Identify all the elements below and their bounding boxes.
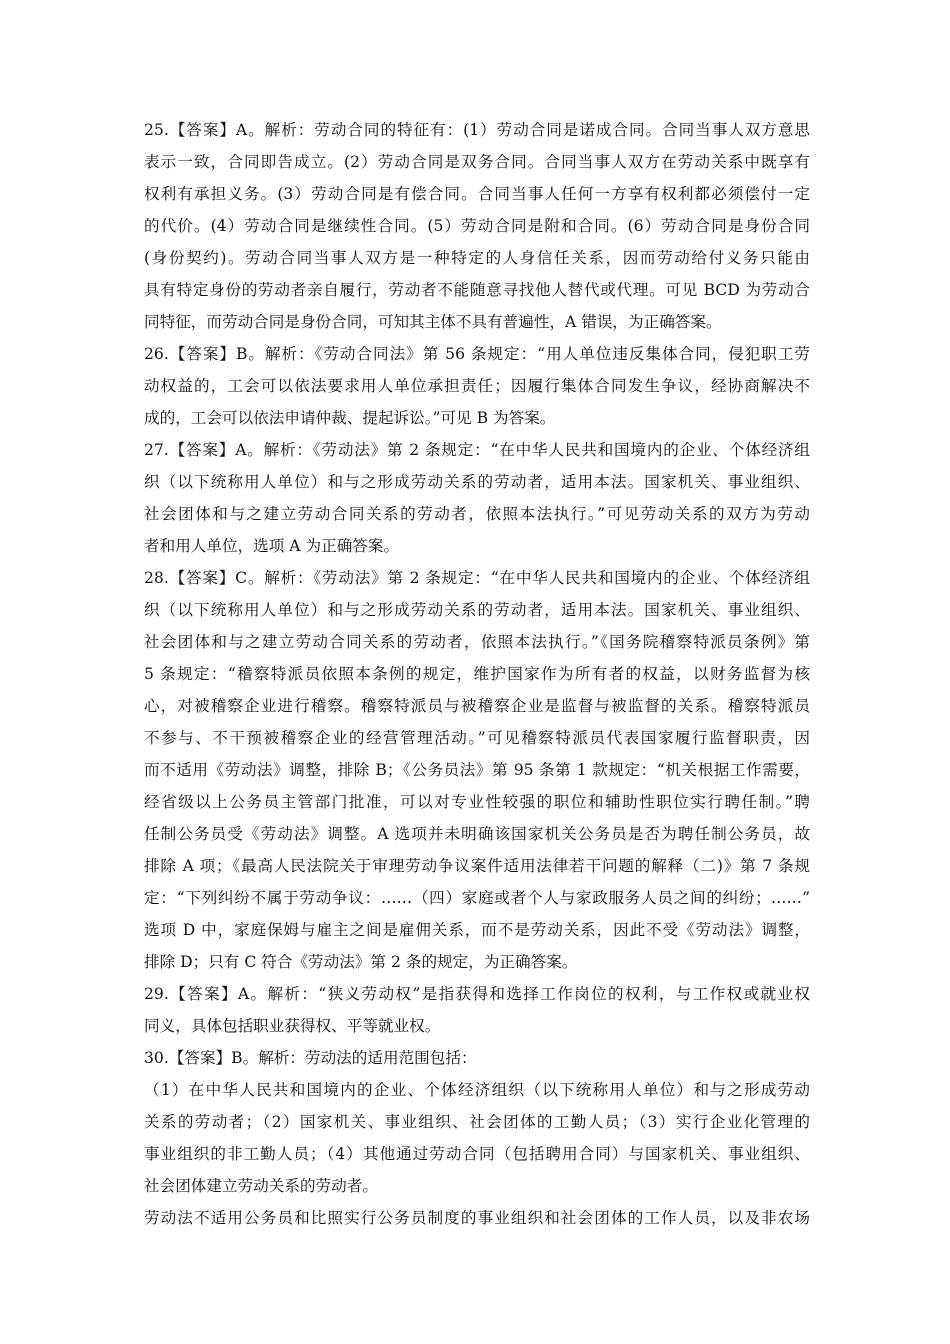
text-line: 5 条规定：“稽察特派员依照本条例的规定，维护国家作为所有者的权益，以财务监督为核 <box>144 665 810 683</box>
text-line: 关系的劳动者；（2）国家机关、事业组织、社会团体的工勤人员；（3）实行企业化管理的 <box>144 1113 810 1131</box>
text-line: 权利有承担义务。(3）劳动合同是有偿合同。合同当事人任何一方享有权利都必须偿付一定 <box>144 185 810 203</box>
text-line: 社会团体和与之建立劳动合同关系的劳动者，依照本法执行。”可见劳动关系的双方为劳动 <box>144 505 810 523</box>
text-line: 具有特定身份的劳动者亲自履行，劳动者不能随意寻找他人替代或代理。可见 BCD 为劳动合 <box>144 281 810 299</box>
text-line: (身份契约)。劳动合同当事人双方是一种特定的人身信任关系，因而劳动给付义务只能由 <box>144 249 810 267</box>
text-line: 25.【答案】A。解析：劳动合同的特征有：(1）劳动合同是诺成合同。合同当事人双方意思 <box>144 121 810 139</box>
text-line: 不参与、不干预被稽察企业的经营管理活动。”可见稽察特派员代表国家履行监督职责，因 <box>144 729 810 747</box>
text-line: 30.【答案】B。解析：劳动法的适用范围包括： <box>144 1049 477 1067</box>
text-line: 织（以下统称用人单位）和与之形成劳动关系的劳动者，适用本法。国家机关、事业组织、 <box>144 473 810 491</box>
text-line: 织（以下统称用人单位）和与之形成劳动关系的劳动者，适用本法。国家机关、事业组织、 <box>144 601 810 619</box>
text-line: 28.【答案】C。解析：《劳动法》第 2 条规定：“在中华人民共和国境内的企业、个体经济组 <box>144 569 810 587</box>
text-line: 心，对被稽察企业进行稽察。稽察特派员与被稽察企业是监督与被监督的关系。稽察特派员 <box>144 697 810 715</box>
text-line: 社会团体建立劳动关系的劳动者。 <box>144 1177 378 1195</box>
text-line: 的代价。(4）劳动合同是继续性合同。(5）劳动合同是附和合同。(6）劳动合同是身份合同 <box>144 217 810 235</box>
text-line: （1）在中华人民共和国境内的企业、个体经济组织（以下统称用人单位）和与之形成劳动 <box>144 1081 810 1099</box>
text-line: 成的，工会可以依法申请仲裁、提起诉讼。”可见 B 为答案。 <box>144 409 556 427</box>
text-line: 同义，具体包括职业获得权、平等就业权。 <box>144 1017 441 1035</box>
text-line: 经省级以上公务员主管部门批准，可以对专业性较强的职位和辅助性职位实行聘任制。”聘 <box>144 793 810 811</box>
text-line: 社会团体和与之建立劳动合同关系的劳动者，依照本法执行。”《国务院稽察特派员条例》第 <box>144 633 810 651</box>
text-line: 选项 D 中，家庭保姆与雇主之间是雇佣关系，而不是劳动关系，因此不受《劳动法》调整， <box>144 921 810 939</box>
text-line: 事业组织的非工勤人员；（4）其他通过劳动合同（包括聘用合同）与国家机关、事业组织、 <box>144 1145 810 1163</box>
text-line: 表示一致，合同即告成立。(2）劳动合同是双务合同。合同当事人双方在劳动关系中既享有 <box>144 153 810 171</box>
document-page <box>144 114 810 1234</box>
text-line: 劳动法不适用公务员和比照实行公务员制度的事业组织和社会团体的工作人员，以及非农场 <box>144 1209 810 1227</box>
text-line: 任制公务员受《劳动法》调整。A 选项并未明确该国家机关公务员是否为聘任制公务员，故 <box>144 825 810 843</box>
text-line: 27.【答案】A。解析：《劳动法》第 2 条规定：“在中华人民共和国境内的企业、个体经济组 <box>144 441 810 459</box>
text-line: 排除 D；只有 C 符合《劳动法》第 2 条的规定，为正确答案。 <box>144 953 578 971</box>
text-line: 者和用人单位，选项 A 为正确答案。 <box>144 537 400 555</box>
text-line: 26.【答案】B。解析：《劳动合同法》第 56 条规定：“用人单位违反集体合同，侵犯职工劳 <box>144 345 810 363</box>
text-line: 动权益的，工会可以依法要求用人单位承担责任；因履行集体合同发生争议，经协商解决不 <box>144 377 810 395</box>
text-line: 而不适用《劳动法》调整，排除 B；《公务员法》第 95 条第 1 款规定：“机关根据工作需要， <box>144 761 810 779</box>
text-line: 排除 A 项；《最高人民法院关于审理劳动争议案件适用法律若干问题的解释（二)》第 7 条规 <box>144 857 810 875</box>
text-line: 同特征，而劳动合同是身份合同，可知其主体不具有普遍性，A 错误，为正确答案。 <box>144 313 722 331</box>
text-line: 定：“下列纠纷不属于劳动争议：……（四）家庭或者个人与家政服务人员之间的纠纷；……” <box>144 889 810 907</box>
text-line: 29.【答案】A。解析：“狭义劳动权”是指获得和选择工作岗位的权利，与工作权或就业权 <box>144 985 810 1003</box>
